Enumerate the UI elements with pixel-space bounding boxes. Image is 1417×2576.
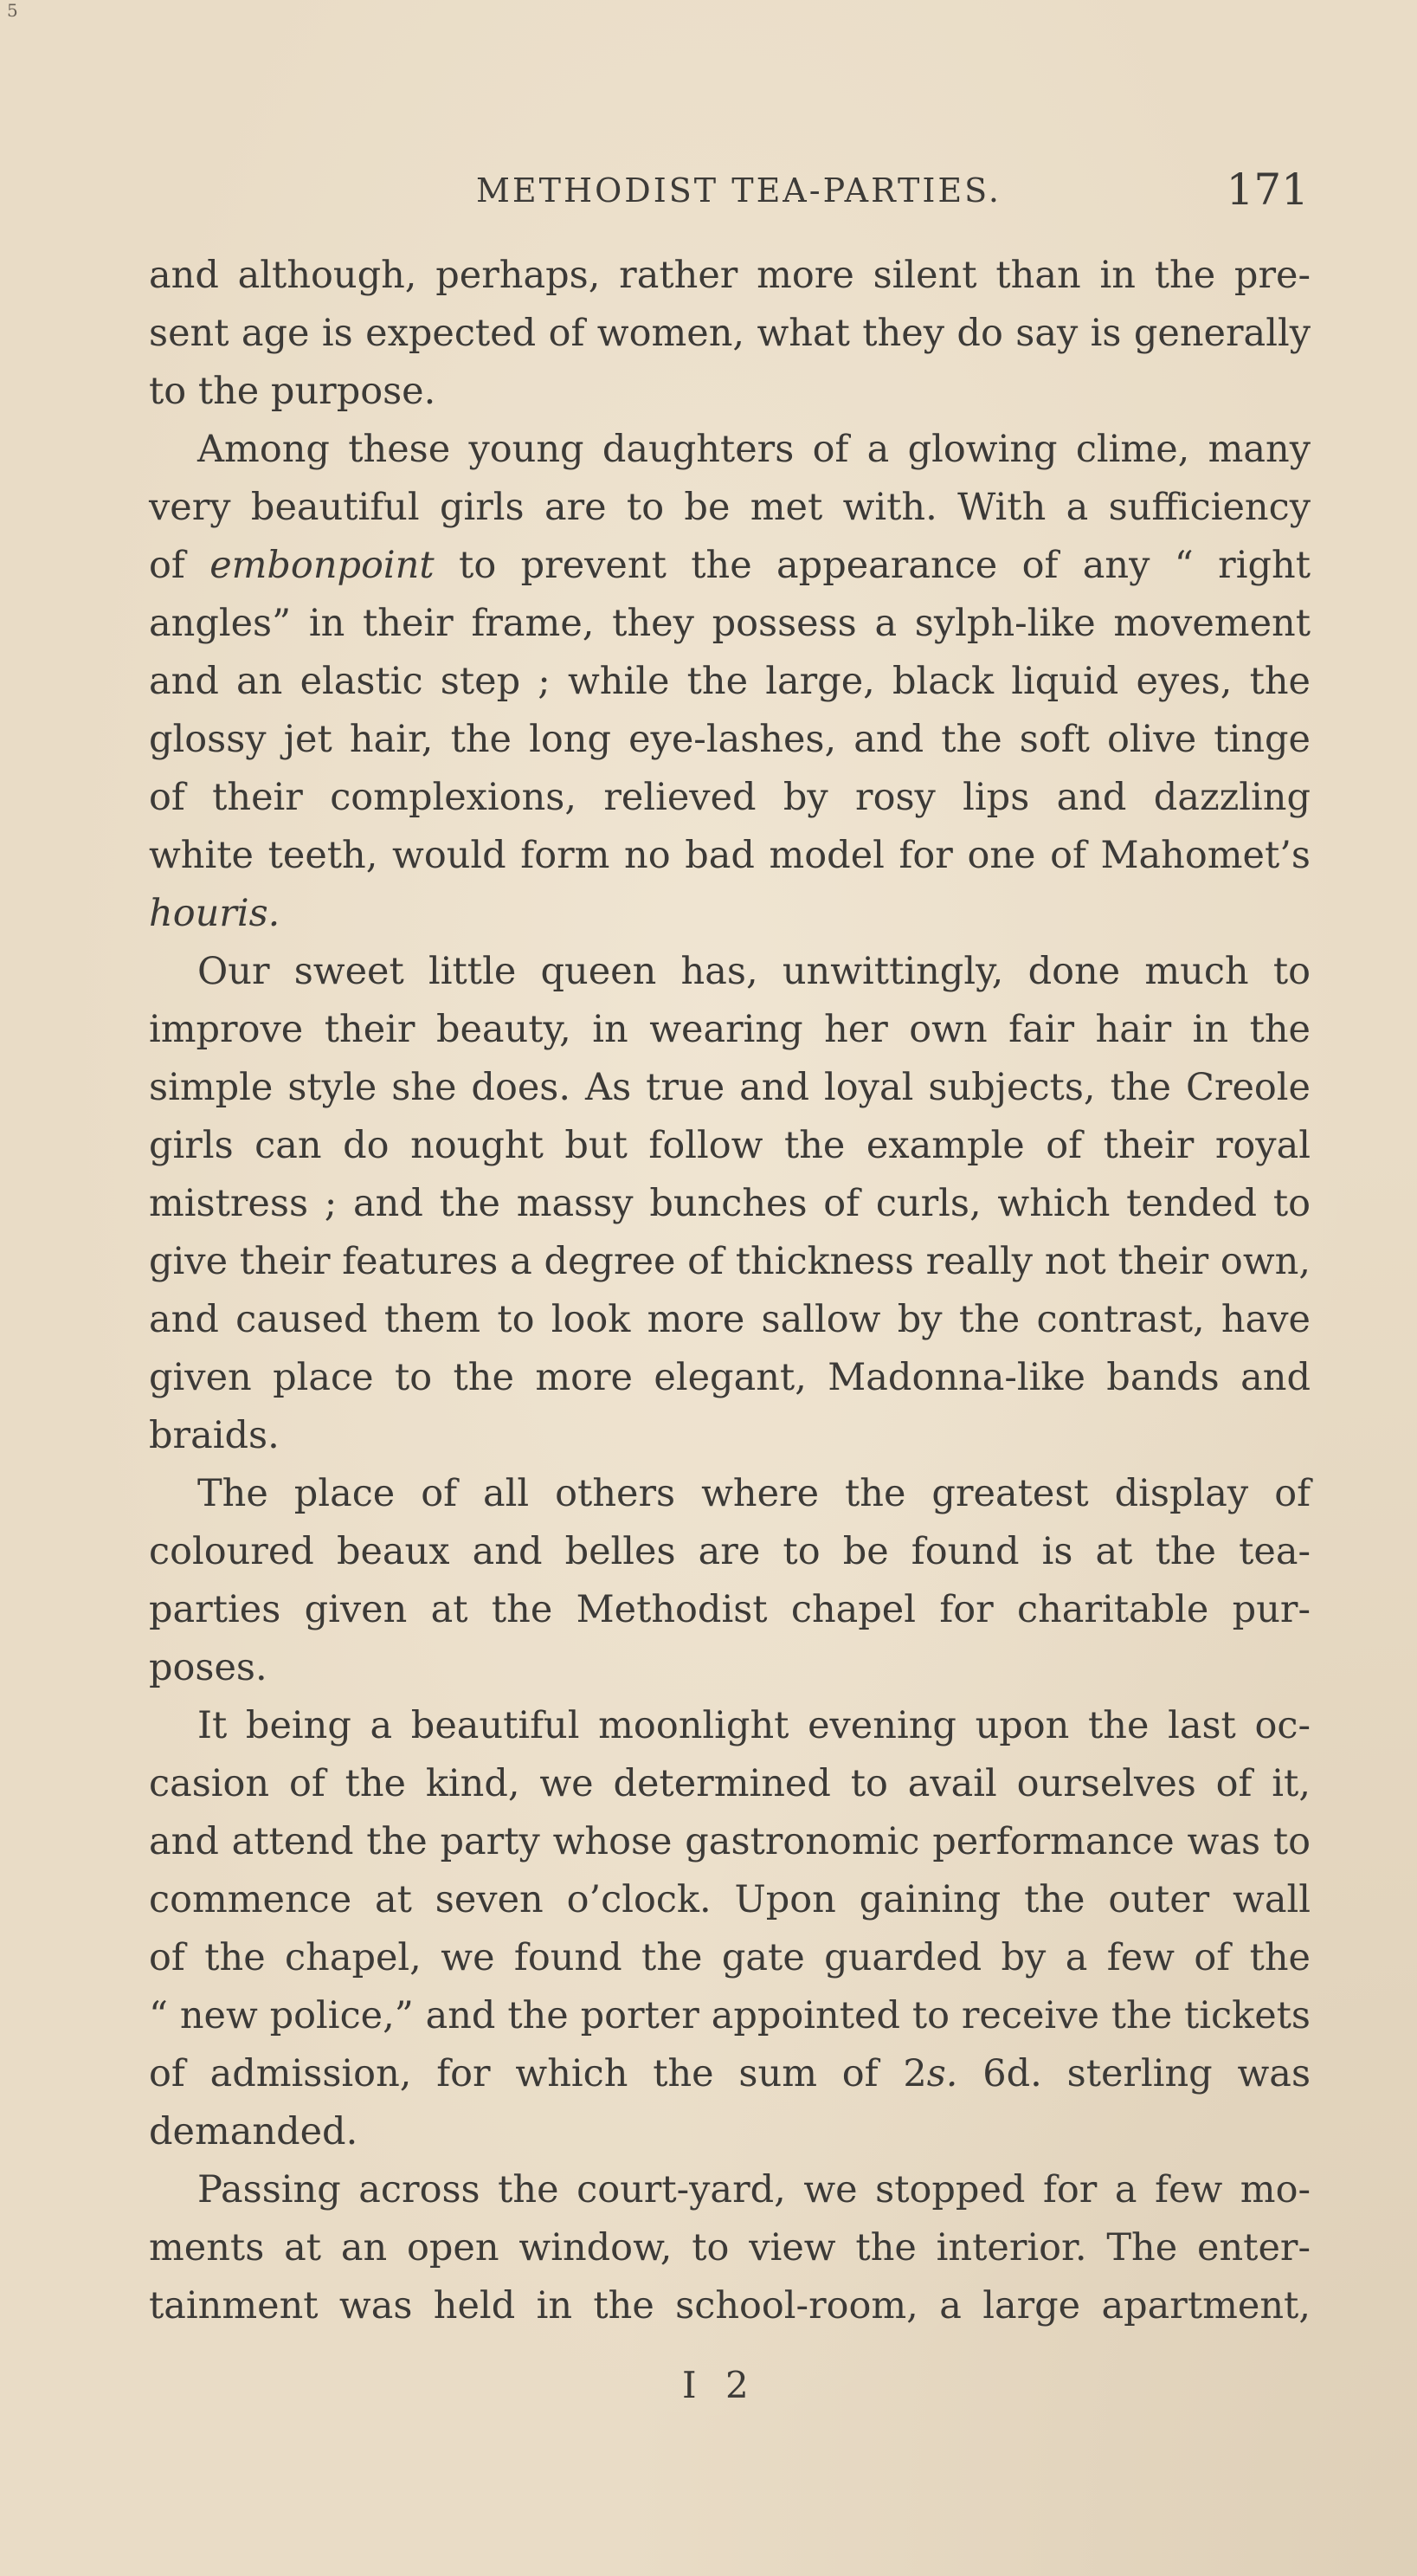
text-line: “ new police,” and the porter appointed to receive the tickets <box>149 1994 1311 2037</box>
text-line: white teeth, would form no bad model for one of Mahomet’s <box>149 834 1311 877</box>
text-line: coloured beaux and belles are to be found is at the tea- <box>149 1530 1311 1573</box>
signature-mark: I 2 <box>682 2364 757 2406</box>
text-line: and caused them to look more sallow by the contrast, have <box>149 1298 1311 1341</box>
text-line: give their features a degree of thickness really not their own, <box>149 1240 1311 1283</box>
text-line: of embonpoint to prevent the appearance of any “ right <box>149 544 1311 587</box>
text-line: angles” in their frame, they possess a sylph-like movement <box>149 602 1311 645</box>
paragraph-start-line: It being a beautiful moonlight evening upon the last oc- <box>197 1704 1311 1747</box>
text-line: mistress ; and the massy bunches of curls, which tended to <box>149 1182 1311 1225</box>
paragraph-start-line: Among these young daughters of a glowing clime, many <box>197 428 1311 471</box>
text-line: tainment was held in the school-room, a large apartment, <box>149 2284 1311 2327</box>
paragraph-start-line: Our sweet little queen has, unwittingly, done much to <box>197 950 1311 993</box>
paragraph-start-line: Passing across the court-yard, we stopped for a few mo- <box>197 2168 1311 2211</box>
paragraph-start-line: The place of all others where the greatest display of <box>197 1472 1311 1515</box>
text-line: and an elastic step ; while the large, black liquid eyes, the <box>149 660 1311 703</box>
text-line: parties given at the Methodist chapel for charitable pur- <box>149 1588 1311 1631</box>
text-line: simple style she does. As true and loyal subjects, the Creole <box>149 1066 1311 1109</box>
text-line: of their complexions, relieved by rosy lips and dazzling <box>149 776 1311 819</box>
text-line: commence at seven o’clock. Upon gaining the outer wall <box>149 1878 1311 1921</box>
text-line: of admission, for which the sum of 2s. 6d. sterling was <box>149 2052 1311 2095</box>
corner-mark: 5 <box>7 0 18 21</box>
text-line: ments at an open window, to view the interior. The enter- <box>149 2226 1311 2269</box>
text-line: improve their beauty, in wearing her own fair hair in the <box>149 1008 1311 1051</box>
text-line: demanded. <box>149 2110 358 2153</box>
text-line: and although, perhaps, rather more silent than in the pre- <box>149 254 1311 297</box>
text-line: very beautiful girls are to be met with. With a sufficiency <box>149 486 1311 529</box>
text-line: given place to the more elegant, Madonna-like bands and <box>149 1356 1311 1399</box>
text-line: girls can do nought but follow the example of their royal <box>149 1124 1311 1167</box>
text-line: and attend the party whose gastronomic performance was to <box>149 1820 1311 1863</box>
text-line: poses. <box>149 1646 267 1689</box>
page-number: 171 <box>1226 165 1309 215</box>
text-line: glossy jet hair, the long eye-lashes, and the soft olive tinge <box>149 718 1311 761</box>
text-line: of the chapel, we found the gate guarded by a few of the <box>149 1936 1311 1979</box>
body-text <box>149 247 1311 2335</box>
text-line: to the purpose. <box>149 370 436 413</box>
text-line: casion of the kind, we determined to avail ourselves of it, <box>149 1762 1311 1805</box>
text-line: braids. <box>149 1414 280 1457</box>
text-line: houris. <box>149 892 280 935</box>
text-line: sent age is expected of women, what they do say is generally <box>149 312 1311 355</box>
page-header <box>147 165 1316 225</box>
running-head: METHODIST TEA-PARTIES. <box>476 171 1002 210</box>
